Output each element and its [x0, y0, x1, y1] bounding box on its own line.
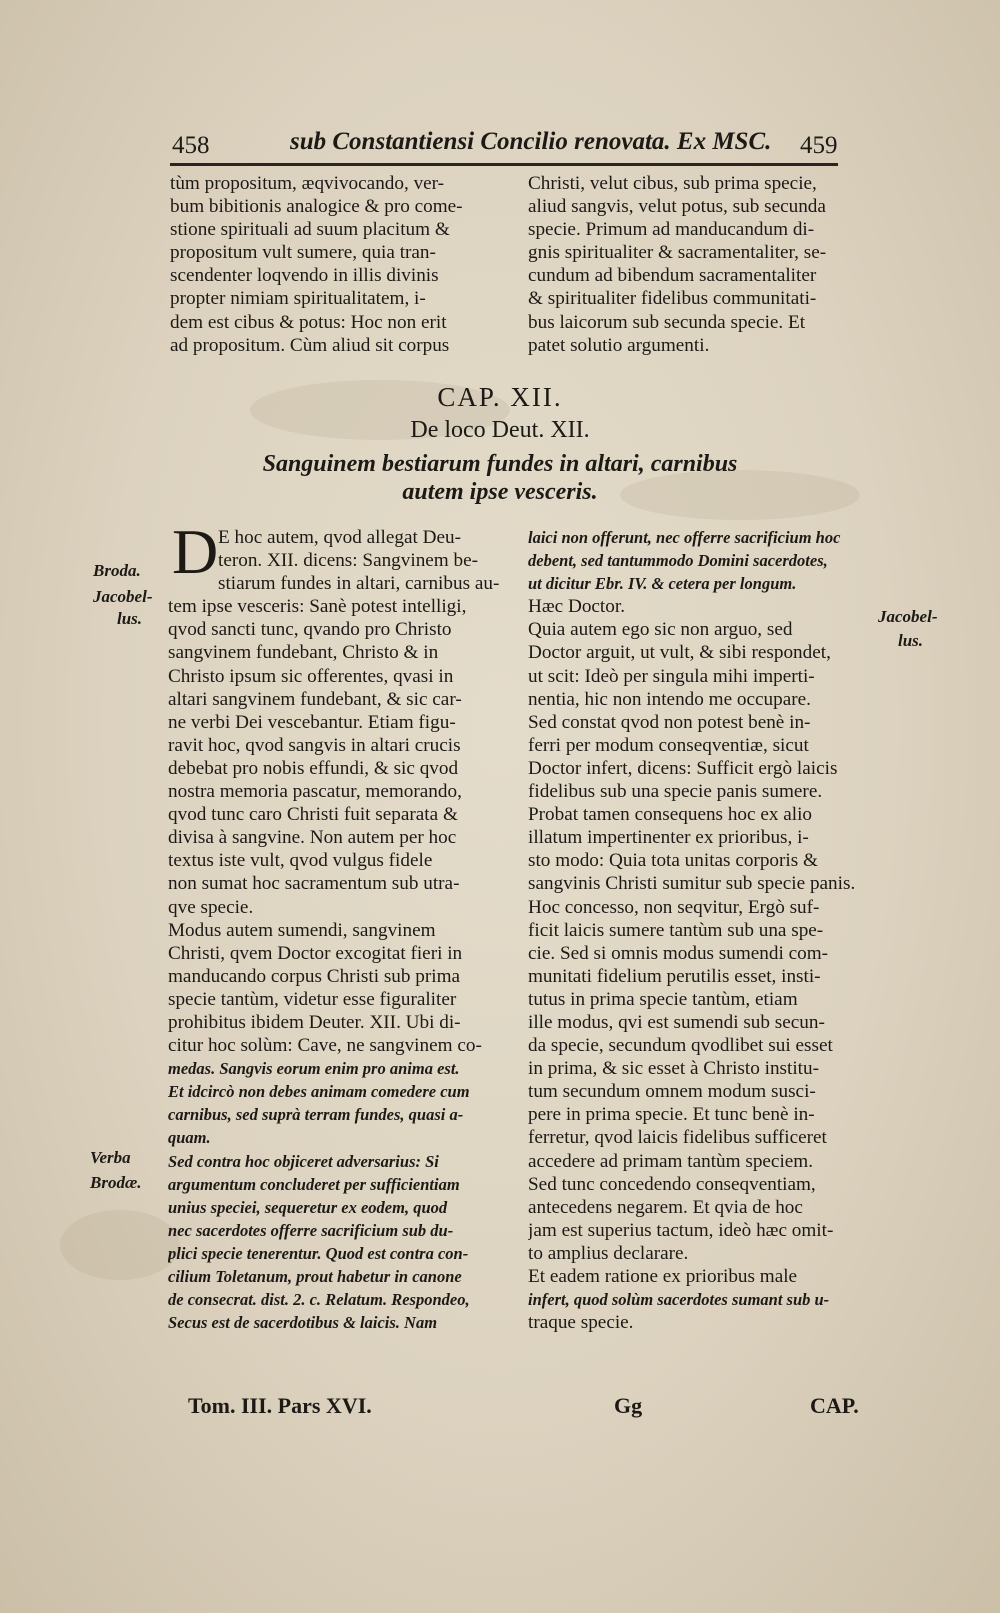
text-line: argumentum concluderet per sufficientiam: [168, 1174, 460, 1194]
text-line: Et eadem ratione ex prioribus male: [528, 1266, 798, 1287]
text-line: qve specie.: [168, 896, 254, 918]
text-line: ut dicitur Ebr. IV. & cetera per longum.: [528, 574, 797, 594]
text-line: Doctor infert, dicens: Sufficit ergò laicis: [528, 757, 838, 779]
text-line: accedere ad primam tantùm speciem.: [528, 1150, 814, 1172]
chapter-quote-line2: autem ipse vesceris.: [402, 479, 598, 505]
text-line: propositum vult sumere, quia tran-: [170, 242, 436, 264]
text-line: ad propositum. Cùm aliud sit corpus: [170, 334, 450, 356]
text-line: textus iste vult, qvod vulgus fidele: [168, 850, 433, 872]
text-line: Sed constat qvod non potest benè in-: [528, 711, 811, 733]
text-line: de consecrat. dist. 2. c. Relatum. Respondeo,: [168, 1290, 470, 1310]
text-line: debebat pro nobis effundi, & sic qvod: [168, 757, 459, 779]
margin-note-right-jacobellus-2: lus.: [898, 631, 924, 650]
text-line: sto modo: Quia tota unitas corporis &: [528, 850, 818, 872]
margin-note-brodae: Brodæ.: [90, 1173, 142, 1192]
text-line: tùm propositum, æqvivocando, ver-: [170, 173, 445, 194]
margin-note-jacobellus-2: lus.: [117, 609, 143, 628]
body-right-column: [528, 526, 870, 1334]
text-line: da specie, secundum qvodlibet sui esset: [528, 1035, 833, 1057]
text-line: nec sacerdotes offerre sacrificium sub du-: [168, 1220, 454, 1240]
text-line: propter nimiam spiritualitatem, i-: [170, 288, 426, 310]
catchword: CAP.: [810, 1393, 859, 1418]
text-line: infert, quod solùm sacerdotes sumant sub u-: [528, 1290, 830, 1310]
text-line: tum secundum omnem modum susci-: [528, 1081, 816, 1103]
text-line: Probat tamen consequens hoc ex alio: [528, 804, 812, 826]
page-number-left: 458: [172, 132, 210, 159]
text-line: plici specie tenerentur. Quod est contra con-: [168, 1243, 469, 1263]
text-line: Doctor arguit, ut vult, & sibi respondet,: [528, 642, 831, 664]
text-line: Secus est de sacerdotibus & laicis. Nam: [168, 1313, 438, 1333]
text-line: dem est cibus & potus: Hoc non erit: [170, 311, 447, 333]
text-line: manducando corpus Christi sub prima: [168, 965, 461, 987]
margin-note-jacobellus-1: Jacobel-: [93, 587, 153, 606]
text-line: ut scit: Ideò per singula mihi imperti-: [528, 665, 815, 687]
text-line: Sed contra hoc objiceret adversarius: Si: [168, 1151, 439, 1171]
text-line: quam.: [168, 1128, 211, 1148]
chapter-quote-line1: Sanguinem bestiarum fundes in altari, carnibus: [262, 451, 738, 477]
text-line: stiarum fundes in altari, carnibus au-: [218, 573, 500, 595]
chapter-number: CAP. XII.: [437, 382, 563, 412]
text-line: medas. Sangvis eorum enim pro anima est.: [168, 1059, 460, 1079]
text-line: teron. XII. dicens: Sangvinem be-: [218, 550, 479, 572]
text-line: specie tantùm, videtur esse figuraliter: [168, 988, 457, 1010]
text-line: Et idcircò non debes animam comedere cum: [168, 1082, 470, 1102]
text-line: prohibitus ibidem Deuter. XII. Ubi di-: [168, 1011, 461, 1033]
page-number-right: 459: [800, 132, 838, 159]
text-line: & spiritualiter fidelibus communitati-: [528, 288, 817, 310]
text-line: ferri per modum conseqventiæ, sicut: [528, 734, 809, 756]
signature-mark: Gg: [614, 1393, 643, 1418]
text-line: qvod tunc caro Christi fuit separata &: [168, 804, 458, 826]
text-line: nentia, hic non intendo me occupare.: [528, 688, 811, 710]
text-line: ficit laicis sumere tantùm sub una spe-: [528, 919, 824, 941]
text-line: specie. Primum ad manducandum di-: [528, 219, 815, 241]
signature-line: Tom. III. Pars XVI.: [188, 1393, 372, 1418]
text-line: nostra memoria pascatur, memorando,: [168, 781, 462, 803]
header-rule: [170, 163, 838, 166]
text-line: citur hoc solùm: Cave, ne sangvinem co-: [168, 1035, 482, 1057]
text-line: antecedens negarem. Et qvia de hoc: [528, 1196, 803, 1218]
text-line: bum bibitionis analogice & pro come-: [170, 196, 463, 218]
text-line: Hoc concesso, non seqvitur, Ergò suf-: [528, 896, 820, 918]
text-line: scendenter loqvendo in illis divinis: [170, 265, 439, 287]
text-line: cie. Sed si omnis modus sumendi com-: [528, 942, 829, 964]
text-line: tem ipse vesceris: Sanè potest intelligi,: [168, 596, 467, 618]
text-line: pere in prima specie. Et tunc benè in-: [528, 1104, 815, 1126]
text-line: illatum impertinenter ex prioribus, i-: [528, 827, 809, 849]
text-line: Christi, qvem Doctor excogitat fieri in: [168, 942, 463, 964]
text-line: sangvinem fundebant, Christo & in: [168, 642, 439, 664]
body-left-column: [168, 526, 510, 1334]
margin-note-broda: Broda.: [93, 561, 141, 580]
text-line: ravit hoc, qvod sangvis in altari crucis: [168, 734, 461, 756]
text-line: jam est superius tactum, ideò hæc omit-: [528, 1219, 834, 1241]
text-line: stione spirituali ad suum placitum &: [170, 219, 450, 241]
text-line: qvod sancti tunc, qvando pro Christo: [168, 619, 452, 641]
text-line: Hæc Doctor.: [528, 596, 625, 618]
text-line: in prima, & sic esset à Christo institu-: [528, 1058, 819, 1080]
text-line: Christo ipsum sic offerentes, qvasi in: [168, 665, 454, 687]
text-line: Sed tunc concedendo conseqventiam,: [528, 1173, 816, 1195]
text-line: cilium Toletanum, prout habetur in canone: [168, 1267, 462, 1286]
text-line: altari sangvinem fundebant, & sic car-: [168, 688, 462, 710]
text-line: patet solutio argumenti.: [528, 334, 710, 356]
top-left-column: [170, 172, 510, 357]
text-line: divisa à sangvine. Non autem per hoc: [168, 827, 457, 849]
margin-note-verba: Verba: [90, 1148, 131, 1167]
text-line: fidelibus sub una specie panis sumere.: [528, 781, 823, 803]
top-right-column: [528, 172, 870, 357]
text-line: traque specie.: [528, 1312, 634, 1334]
text-line: Modus autem sumendi, sangvinem: [168, 919, 436, 941]
text-line: E hoc autem, qvod allegat Deu-: [218, 527, 461, 548]
text-line: non sumat hoc sacramentum sub utra-: [168, 873, 460, 895]
text-line: cundum ad bibendum sacramentaliter: [528, 265, 817, 287]
text-line: ne verbi Dei vescebantur. Etiam figu-: [168, 711, 456, 733]
text-line: Quia autem ego sic non arguo, sed: [528, 619, 793, 641]
text-line: ferretur, qvod laicis fidelibus sufficeret: [528, 1127, 827, 1149]
text-line: unius speciei, sequeretur ex eodem, quod: [168, 1197, 448, 1217]
text-line: carnibus, sed suprà terram fundes, quasi a-: [168, 1105, 464, 1125]
text-line: sangvinis Christi sumitur sub specie panis.: [528, 873, 856, 895]
text-line: aliud sangvis, velut potus, sub secunda: [528, 196, 826, 218]
text-line: debent, sed tantummodo Domini sacerdotes,: [528, 551, 828, 571]
text-line: bus laicorum sub secunda specie. Et: [528, 311, 806, 333]
text-line: tutus in prima specie tantùm, etiam: [528, 988, 798, 1010]
chapter-subtitle: De loco Deut. XII.: [410, 417, 590, 443]
text-line: ille modus, qvi est sumendi sub secun-: [528, 1011, 825, 1033]
text-line: to amplius declarare.: [528, 1242, 689, 1264]
text-line: Christi, velut cibus, sub prima specie,: [528, 173, 817, 194]
margin-note-right-jacobellus-1: Jacobel-: [878, 607, 938, 626]
text-line: laici non offerunt, nec offerre sacrificium hoc: [528, 528, 841, 547]
text-line: munitati fidelium perutilis esset, insti-: [528, 965, 821, 987]
running-title: sub Constantiensi Concilio renovata. Ex MSC.: [290, 128, 772, 155]
text-line: gnis spiritualiter & sacramentaliter, se-: [528, 242, 827, 264]
drop-cap: D: [172, 516, 219, 587]
